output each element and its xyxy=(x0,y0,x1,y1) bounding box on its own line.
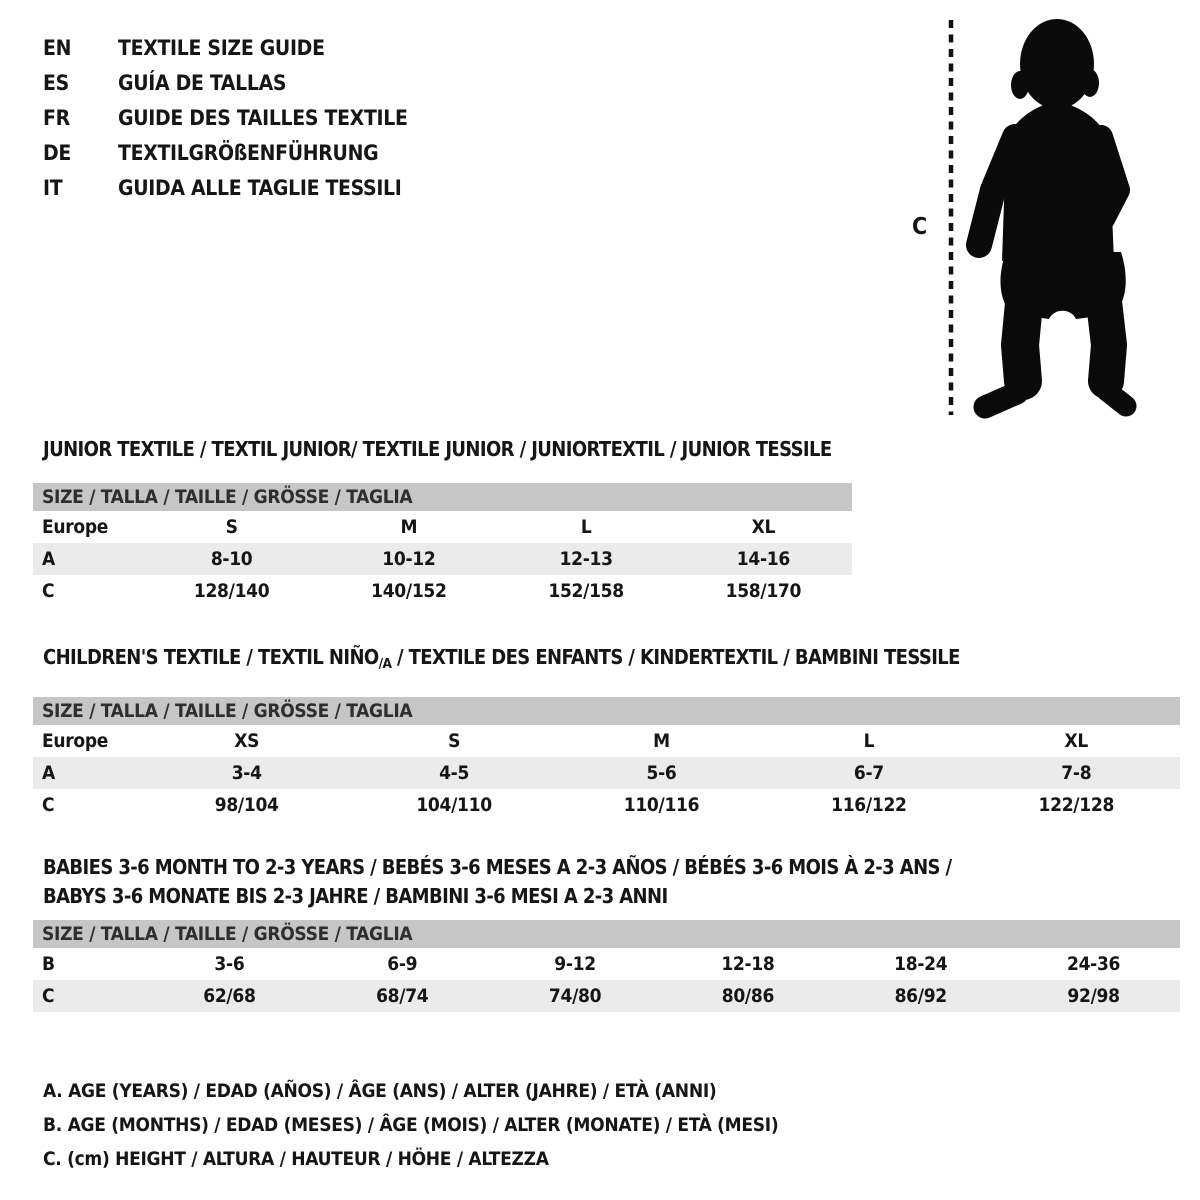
table-row xyxy=(33,980,1180,1012)
cell-value: 98/104 xyxy=(214,793,279,816)
cell-value: 128/140 xyxy=(193,580,270,602)
size-table xyxy=(33,725,1180,821)
cell-value: S xyxy=(225,516,238,538)
size-header-bar: SIZE / TALLA / TAILLE / GRÖSSE / TAGLIA xyxy=(33,920,1180,948)
row-label: C xyxy=(42,580,55,602)
cell-value: 4-5 xyxy=(439,761,470,784)
cell-value: 74/80 xyxy=(548,985,602,1007)
table-row xyxy=(33,948,1180,980)
cell-value: 68/74 xyxy=(376,985,429,1007)
table-row xyxy=(33,575,852,607)
cell-value: XS xyxy=(234,729,260,752)
cell-value: 86/92 xyxy=(894,985,947,1007)
section-title: CHILDREN'S TEXTILE / TEXTIL $NIÑO_{/A}$ / TEXTILE DES ENFANTS / KINDERTEXTIL / BAMBINI TESSILE xyxy=(43,645,960,672)
language-row xyxy=(43,65,408,100)
cell-value: L xyxy=(580,516,592,538)
section-title-line-1: BABIES 3-6 MONTH TO 2-3 YEARS / BEBÉS 3-6 MESES A 2-3 AÑOS / BÉBÉS 3-6 MOIS À 2-3 ANS / xyxy=(43,855,952,879)
cell-value: 10-12 xyxy=(382,548,436,570)
language-label: TEXTILE SIZE GUIDE xyxy=(118,35,325,60)
cell-value: 3-4 xyxy=(231,761,262,784)
row-label: C xyxy=(42,985,55,1007)
cell-value: 6-9 xyxy=(387,953,418,975)
cell-value: 92/98 xyxy=(1067,985,1120,1007)
section-title: JUNIOR TEXTILE / TEXTIL JUNIOR/ TEXTILE JUNIOR / JUNIORTEXTIL / JUNIOR TESSILE xyxy=(43,437,832,461)
cell-value: 3-6 xyxy=(214,953,245,975)
height-measure-label: C xyxy=(912,214,927,240)
language-row xyxy=(43,170,408,205)
cell-value: 14-16 xyxy=(736,548,790,570)
cell-value: 5-6 xyxy=(646,761,677,784)
legend-line-c: C. (cm) HEIGHT / ALTURA / HAUTEUR / HÖHE / ALTEZZA xyxy=(43,1148,549,1170)
cell-value: L xyxy=(863,729,875,752)
cell-value: M xyxy=(400,516,418,538)
cell-value: 24-36 xyxy=(1066,953,1121,975)
table-row xyxy=(33,725,1180,757)
nino-a-subscript: /A xyxy=(378,655,392,672)
table-row xyxy=(33,789,1180,821)
language-label: GUIDE DES TAILLES TEXTILE xyxy=(118,105,408,130)
cell-value: 116/122 xyxy=(831,793,907,816)
row-label: B xyxy=(42,953,55,975)
language-row xyxy=(43,30,408,65)
size-table xyxy=(33,948,1180,1012)
cell-value: 12-18 xyxy=(721,953,775,975)
cell-value: 140/152 xyxy=(371,580,447,602)
language-code: IT xyxy=(43,175,63,200)
cell-value: 152/158 xyxy=(548,580,624,602)
language-code: EN xyxy=(43,35,72,60)
cell-value: XL xyxy=(1064,729,1089,752)
row-label: C xyxy=(42,793,55,816)
cell-value: S xyxy=(448,729,461,752)
legend xyxy=(43,1074,778,1176)
section-childrens-textile xyxy=(33,645,1180,821)
language-list xyxy=(43,30,408,205)
section-babies-textile xyxy=(33,855,1180,1012)
toddler-silhouette-figure xyxy=(935,15,1160,420)
section-junior-textile xyxy=(33,437,852,607)
language-code: FR xyxy=(43,105,70,130)
cell-value: 104/110 xyxy=(416,793,492,816)
cell-value: 6-7 xyxy=(853,761,884,784)
cell-value: 12-13 xyxy=(559,548,613,570)
section-title-line-2: BABYS 3-6 MONATE BIS 2-3 JAHRE / BAMBINI 3-6 MESI A 2-3 ANNI xyxy=(43,884,668,908)
cell-value: 8-10 xyxy=(210,548,253,570)
table-row xyxy=(33,757,1180,789)
table-row xyxy=(33,543,852,575)
cell-value: 7-8 xyxy=(1061,761,1092,784)
language-label: GUIDA ALLE TAGLIE TESSILI xyxy=(118,175,402,200)
toddler-silhouette xyxy=(979,19,1126,407)
size-header-bar: SIZE / TALLA / TAILLE / GRÖSSE / TAGLIA xyxy=(33,483,852,511)
size-table xyxy=(33,511,852,607)
row-label: Europe xyxy=(42,729,109,752)
row-label: A xyxy=(42,761,55,784)
table-row xyxy=(33,511,852,543)
language-row xyxy=(43,100,408,135)
language-row xyxy=(43,135,408,170)
legend-line-a: A. AGE (YEARS) / EDAD (AÑOS) / ÂGE (ANS) / ALTER (JAHRE) / ETÀ (ANNI) xyxy=(43,1080,717,1102)
cell-value: M xyxy=(653,729,670,752)
row-label: A xyxy=(42,548,55,570)
cell-value: 18-24 xyxy=(894,953,948,975)
row-label: Europe xyxy=(42,516,109,538)
language-code: ES xyxy=(43,70,69,95)
cell-value: 80/86 xyxy=(721,985,775,1007)
cell-value: 9-12 xyxy=(554,953,596,975)
language-code: DE xyxy=(43,140,71,165)
cell-value: 158/170 xyxy=(725,580,802,602)
cell-value: 62/68 xyxy=(203,985,256,1007)
cell-value: 110/116 xyxy=(623,793,700,816)
legend-line-b: B. AGE (MONTHS) / EDAD (MESES) / ÂGE (MOIS) / ALTER (MONATE) / ETÀ (MESI) xyxy=(43,1114,779,1136)
cell-value: 122/128 xyxy=(1038,793,1115,816)
cell-value: XL xyxy=(751,516,776,538)
language-label: TEXTILGRÖßENFÜHRUNG xyxy=(118,140,379,165)
size-header-bar: SIZE / TALLA / TAILLE / GRÖSSE / TAGLIA xyxy=(33,697,1180,725)
language-label: GUÍA DE TALLAS xyxy=(118,70,287,95)
